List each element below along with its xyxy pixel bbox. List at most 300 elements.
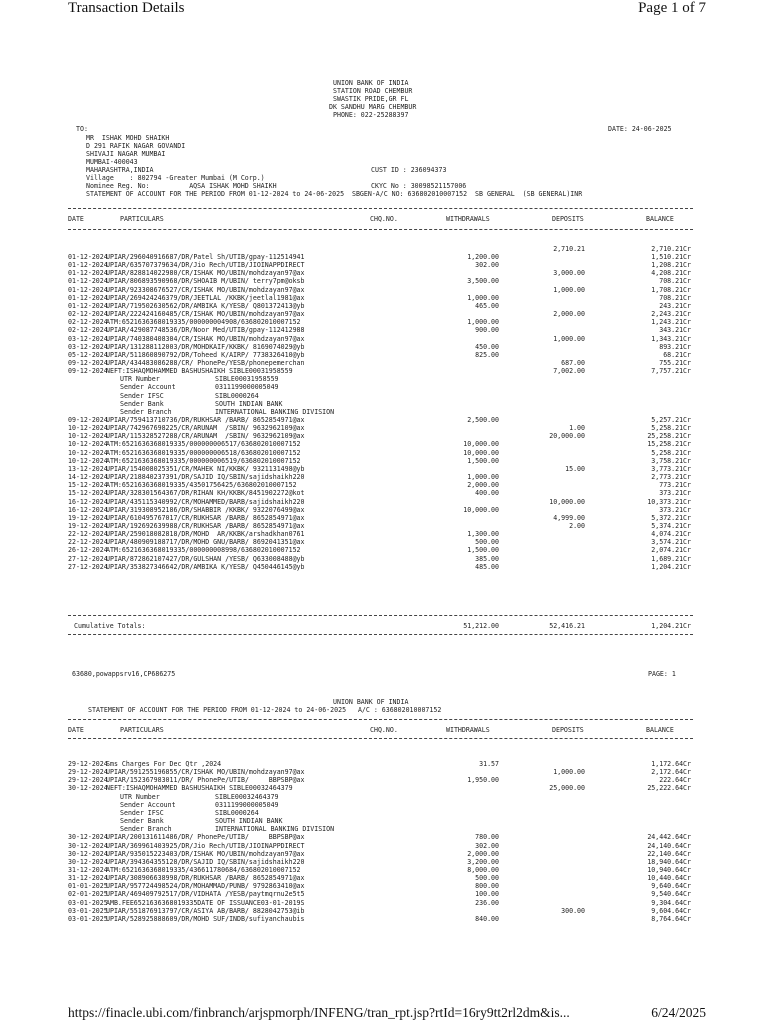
txn-particulars: UPIAR/394364355128/DR/SAJID IQ/SBIN/sajidshaikh220 [106,857,305,866]
txn-particulars: ATM:6521636368019335/000000004908/636802010007152 [106,318,301,327]
txn-date: 10-12-2024 [68,424,108,433]
txn-withdrawal: 10,000.00 [463,440,499,449]
neft-detail-line [120,375,279,383]
table-row [68,310,693,318]
txn-balance: 373.21Cr [659,505,691,514]
txn-deposit: 3,000.00 [553,269,585,278]
table-row [68,850,693,858]
neft-detail-value: SOUTH INDIAN BANK [215,817,283,826]
table-row [68,530,693,538]
txn-deposit: 4,999.00 [553,513,585,522]
totals-balance: 1,204.21Cr [651,622,691,630]
txn-withdrawal: 2,000.00 [467,849,499,858]
txn-balance: 10,440.64Cr [647,874,691,883]
table-row [68,261,693,269]
txn-withdrawal: 1,200.00 [467,253,499,261]
txn-particulars: UPIAR/872862107427/DR/GULSHAN /YESB/ Q633008488@yb [106,554,305,563]
txn-date: 02-12-2024 [68,310,108,319]
txn-balance: 3,773.21Cr [651,464,691,473]
col-deposits: DEPOSITS [552,215,584,223]
txn-particulars: ATM:6521636368019335/43501756425/636802010007152 [106,481,297,490]
table-row [68,760,693,768]
txn-particulars: UPIAR/222424160485/CR/ISHAK MO/UBIN/mohdzayan97@ax [106,310,305,319]
txn-date: 22-12-2024 [68,530,108,539]
txn-balance: 10,940.64Cr [647,865,691,874]
txn-withdrawal: 1,950.00 [467,776,499,785]
table-row [68,882,693,890]
txn-balance: 2,172.64Cr [651,768,691,777]
table-row [68,424,693,432]
txn-withdrawal: 2,000.00 [467,481,499,490]
txn-date: 14-12-2024 [68,473,108,482]
to-label: TO: [76,125,88,133]
txn-withdrawal: 825.00 [475,350,499,359]
txn-date: 16-12-2024 [68,505,108,514]
txn-balance: 68.21Cr [663,350,691,359]
neft-detail-label: Sender Bank [120,399,164,408]
txn-date: 30-12-2024 [68,841,108,850]
txn-balance: 222.64Cr [659,776,691,785]
txn-balance: 5,372.21Cr [651,513,691,522]
table-row [68,768,693,776]
neft-detail-value: SIBL0000264 [215,391,259,400]
table-row [68,833,693,841]
txn-deposit: 20,000.00 [549,432,585,441]
txn-balance: 3,758.21Cr [651,456,691,465]
txn-particulars: UPIAR/511860890792/DR/Toheed K/AIRP/ 7738326410@yb [106,350,305,359]
txn-particulars: UPIAR/610495767017/CR/RUKHSAR /BARB/ 8652854971@ax [106,513,305,522]
txn-balance: 24,442.64Cr [647,833,691,842]
table-row [68,343,693,351]
divider [68,719,693,720]
table-row [68,538,693,546]
txn-balance: 5,258.21Cr [651,448,691,457]
txn-deposit: 687.00 [561,358,585,367]
neft-detail-value: SIBLE00031958559 [215,375,279,384]
txn-particulars: UPIAR/480909188717/DR/MOHD GNU/BARB/ 8692041351@ax [106,538,305,547]
page-indicator: Page 1 of 7 [638,0,706,16]
neft-detail-label: UTR Number [120,792,160,801]
table-row [68,432,693,440]
txn-deposit: 7,002.00 [553,367,585,376]
txn-deposit: 25,000.00 [549,784,585,793]
txn-particulars: ATM:6521636368019335/000000008998/636802010007152 [106,546,301,555]
totals-deposits: 52,416.21 [549,622,585,630]
bank-address-1: SWASTIK PRIDE,GR FL [333,95,409,103]
neft-detail-line [120,817,283,825]
col-balance: BALANCE [646,215,674,223]
txn-withdrawal: 2,500.00 [467,416,499,424]
txn-balance: 4,074.21Cr [651,530,691,539]
txn-withdrawal: 1,500.00 [467,546,499,555]
txn-date: 19-12-2024 [68,521,108,530]
customer-address-2: SHIVAJI NAGAR MUMBAI [86,150,166,158]
txn-withdrawal: 1,000.00 [467,473,499,482]
txn-date: 30-12-2024 [68,857,108,866]
txn-particulars: UPIAR/828814022980/CR/ISHAK MO/UBIN/mohdzayan97@ax [106,269,305,278]
txn-particulars: UPIAR/328301564367/DR/RIHAN KH/KKBK/8451902272@kot [106,489,305,498]
txn-particulars: NEFT:ISHAQMOHAMMED BASHUSHAIKH SIBLE00032464379 [106,784,293,793]
txn-particulars: UPIAR/740380408304/CR/ISHAK MO/UBIN/mohdzayan97@ax [106,334,305,343]
txn-date: 03-12-2024 [68,342,108,351]
table-row [68,842,693,850]
totals-row [68,622,693,630]
txn-balance: 9,540.64Cr [651,890,691,899]
txn-balance: 1,208.21Cr [651,261,691,270]
neft-detail-line [120,801,279,809]
txn-date: 02-12-2024 [68,326,108,335]
bank-phone: PHONE: 022-25288397 [333,111,409,119]
neft-detail-label: Sender Account [120,800,176,809]
statement-line-2: STATEMENT OF ACCOUNT FOR THE PERIOD FROM 01-12-2024 to 24-06-2025 A/C : 636802010007152 [88,706,442,714]
txn-date: 09-12-2024 [68,416,108,424]
txn-deposit: 300.00 [561,906,585,915]
txn-withdrawal: 800.00 [475,882,499,891]
totals-withdrawals: 51,212.00 [463,622,499,630]
txn-deposit: 2,000.00 [553,310,585,319]
table-row [68,269,693,277]
txn-withdrawal: 500.00 [475,874,499,883]
table-row [68,514,693,522]
txn-particulars: AMB.FEE6521636368019335DATE OF ISSUANCE03-01-2019S [106,898,305,907]
txn-date: 31-12-2024 [68,874,108,883]
neft-detail-line [120,809,259,817]
customer-id: CUST ID : 236094373 [371,166,447,174]
txn-particulars: UPIAR/269424246379/DR/JEETLAL /KKBK/jeetlal1981@ax [106,293,305,302]
txn-balance: 1,343.21Cr [651,334,691,343]
neft-detail-line [120,383,279,391]
txn-particulars: UPIAR/923308676527/CR/ISHAK MO/UBIN/mohdzayan97@ax [106,285,305,294]
table-header-2 [68,726,693,734]
table-row [68,359,693,367]
table-row [68,326,693,334]
txn-particulars: UPIAR/115328527288/CR/ARUNAM /SBIN/ 9632962109@ax [106,432,305,441]
txn-particulars: ATM:6521636368019335/000000006518/636802010007152 [106,448,301,457]
customer-address-1: D 291 RAFIK NAGAR GOVANDI [86,142,186,150]
txn-withdrawal: 10,000.00 [463,448,499,457]
txn-particulars: UPIAR/551876913797/CR/ASIYA AB/BARB/ 8828042753@ib [106,906,305,915]
txn-date: 09-12-2024 [68,367,108,376]
txn-date: 22-12-2024 [68,538,108,547]
txn-balance: 343.21Cr [659,326,691,335]
txn-deposit: 15.00 [565,464,585,473]
txn-balance: 25,222.64Cr [647,784,691,793]
neft-detail-label: Sender Bank [120,817,164,826]
txn-date: 15-12-2024 [68,489,108,498]
txn-date: 31-12-2024 [68,865,108,874]
divider [68,738,693,739]
txn-deposit: 2.00 [569,521,585,530]
txn-deposit: 1,000.00 [553,285,585,294]
bank-name: UNION BANK OF INDIA [333,79,409,87]
txn-date: 10-12-2024 [68,448,108,457]
table-row [68,776,693,784]
txn-balance: 773.21Cr [659,481,691,490]
txn-particulars: ATM:6521636368019335/000000006517/636802010007152 [106,440,301,449]
txn-particulars: UPIAR/742967698225/CR/ARUNAM /SBIN/ 9632962109@ax [106,424,305,433]
txn-balance: 25,258.21Cr [647,432,691,441]
col-chq: CHQ.NO. [370,215,398,223]
txn-particulars: UPIAR/218840237391/DR/SAJID IQ/SBIN/sajidshaikh220 [106,473,305,482]
txn-balance: 1,172.64Cr [651,760,691,768]
table-row [68,253,693,261]
ckyc-number: CKYC No : 30098521157006 [371,182,467,190]
txn-particulars: UPIAR/434483086288/CR/ PhonePe/YESB/phonepemerchan [106,358,305,367]
txn-date: 29-12-2024 [68,760,108,768]
txn-balance: 9,304.64Cr [651,898,691,907]
txn-balance: 22,140.64Cr [647,849,691,858]
col-balance: BALANCE [646,726,674,734]
txn-particulars: UPIAR/719502630562/DR/AMBIKA K/YESB/ Q801372413@yb [106,301,305,310]
txn-date: 05-12-2024 [68,350,108,359]
divider [68,615,693,616]
table-row [68,907,693,915]
neft-detail-value: SIBLE00032464379 [215,792,279,801]
txn-date: 01-12-2024 [68,285,108,294]
col-particulars: PARTICULARS [120,726,164,734]
txn-date: 19-12-2024 [68,513,108,522]
neft-detail-label: Sender Branch [120,825,172,834]
txn-withdrawal: 100.00 [475,890,499,899]
neft-detail-line [120,400,283,408]
txn-deposit: 1,000.00 [553,768,585,777]
txn-date: 30-12-2024 [68,849,108,858]
txn-withdrawal: 385.00 [475,554,499,563]
txn-withdrawal: 1,300.00 [467,530,499,539]
opening-deposit: 2,710.21 [553,245,585,253]
txn-balance: 5,257.21Cr [651,416,691,424]
txn-balance: 1,204.21Cr [651,562,691,571]
txn-balance: 3,574.21Cr [651,538,691,547]
txn-date: 26-12-2024 [68,546,108,555]
table-row [68,890,693,898]
txn-balance: 1,689.21Cr [651,554,691,563]
table-row [68,449,693,457]
table-row [68,915,693,923]
txn-particulars: ATM:6521636368019335/000000006519/636802010007152 [106,456,301,465]
txn-balance: 2,243.21Cr [651,310,691,319]
txn-date: 15-12-2024 [68,481,108,490]
txn-balance: 708.21Cr [659,293,691,302]
table-row [68,473,693,481]
txn-date: 27-12-2024 [68,562,108,571]
txn-balance: 373.21Cr [659,489,691,498]
table-row [68,465,693,473]
statement-line: STATEMENT OF ACCOUNT FOR THE PERIOD FROM 01-12-2024 to 24-06-2025 SBGEN-A/C NO: 636802010007152 SB GENERAL (SB GENERAL)INR [86,190,583,198]
txn-withdrawal: 31.57 [479,760,499,768]
txn-balance: 9,640.64Cr [651,882,691,891]
txn-balance: 9,604.64Cr [651,906,691,915]
txn-withdrawal: 8,000.00 [467,865,499,874]
txn-date: 29-12-2024 [68,776,108,785]
table-row [68,440,693,448]
txn-balance: 893.21Cr [659,342,691,351]
txn-balance: 10,373.21Cr [647,497,691,506]
divider [68,208,693,209]
txn-withdrawal: 840.00 [475,914,499,923]
txn-date: 10-12-2024 [68,440,108,449]
table-row [68,498,693,506]
table-row [68,318,693,326]
txn-particulars: UPIAR/131288112003/DR/MOHDKAIF/KKBK/ 8169074029@yb [106,342,305,351]
txn-particulars: UPIAR/435115340992/CR/MOHAMMED/BARB/sajidshaikh220 [106,497,305,506]
txn-particulars: ATM:6521636368019335/436611780684/636802010007152 [106,865,301,874]
txn-particulars: NEFT:ISHAQMOHAMMED BASHUSHAIKH SIBLE00031958559 [106,367,293,376]
table-row [68,351,693,359]
txn-withdrawal: 400.00 [475,489,499,498]
table-row [68,457,693,465]
txn-withdrawal: 485.00 [475,562,499,571]
txn-withdrawal: 3,200.00 [467,857,499,866]
txn-balance: 708.21Cr [659,277,691,286]
txn-withdrawal: 10,000.00 [463,505,499,514]
txn-date: 09-12-2024 [68,358,108,367]
customer-village: Village : 802794 -Greater Mumbai (M Corp.) [86,174,265,182]
txn-withdrawal: 500.00 [475,538,499,547]
customer-address-4: MAHARASHTRA,INDIA [86,166,154,174]
txn-particulars: UPIAR/957724498524/DR/MOHAMMAD/PUNB/ 9792863410@ax [106,882,305,891]
txn-balance: 1,510.21Cr [651,253,691,261]
txn-particulars: UPIAR/759413710736/DR/RUKHSAR /BARB/ 8652854971@ax [106,416,305,424]
neft-detail-line [120,392,259,400]
opening-balance: 2,710.21Cr [651,245,691,253]
txn-date: 01-12-2024 [68,301,108,310]
txn-balance: 5,258.21Cr [651,424,691,433]
col-withdrawals: WITHDRAWALS [446,726,490,734]
report-footer-id: 63680,powappsrv16,CP686275 [72,670,176,678]
col-date: DATE [68,726,84,734]
document-title: Transaction Details [68,0,185,16]
txn-withdrawal: 1,000.00 [467,318,499,327]
txn-balance: 15,258.21Cr [647,440,691,449]
txn-date: 03-12-2024 [68,334,108,343]
txn-particulars: UPIAR/200131611486/DR/ PhonePe/UTIB/ BBPSBP@ax [106,833,305,842]
neft-detail-label: Sender Account [120,383,176,392]
txn-withdrawal: 236.00 [475,898,499,907]
txn-withdrawal: 1,000.00 [467,293,499,302]
table-row [68,563,693,571]
table-row [68,294,693,302]
neft-detail-label: Sender IFSC [120,391,164,400]
neft-detail-label: Sender Branch [120,407,172,416]
txn-particulars: UPIAR/369961403925/DR/Jio Rech/UTIB/JIOINAPPDIRECT [106,841,305,850]
txn-particulars: UPIAR/935015223403/DR/ISHAK MO/UBIN/mohdzayan97@ax [106,849,305,858]
neft-detail-value: SOUTH INDIAN BANK [215,399,283,408]
txn-particulars: UPIAR/319308952186/DR/SHABBIR /KKBK/ 9322076499@ax [106,505,305,514]
txn-withdrawal: 302.00 [475,261,499,270]
txn-particulars: UPIAR/429087748536/DR/Noor Med/UTIB/gpay-112412988 [106,326,305,335]
txn-date: 03-01-2025 [68,906,108,915]
bank-branch: STATION ROAD CHEMBUR [333,87,413,95]
txn-date: 01-12-2024 [68,261,108,270]
txn-date: 02-12-2024 [68,318,108,327]
table-row [68,555,693,563]
txn-particulars: UPIAR/806893590968/DR/SHOAIB M/UBIN/ terry7pm@oksb [106,277,305,286]
neft-detail-label: Sender IFSC [120,808,164,817]
txn-date: 01-12-2024 [68,293,108,302]
txn-date: 13-12-2024 [68,464,108,473]
txn-deposit: 1,000.00 [553,334,585,343]
txn-balance: 5,374.21Cr [651,521,691,530]
txn-deposit: 10,000.00 [549,497,585,506]
nominee: Nominee Reg. No: AQSA ISHAK MOHD SHAIKH [86,182,277,190]
txn-particulars: UPIAR/296040916687/DR/Patel Sh/UTIB/gpay-112514941 [106,253,305,261]
txn-date: 02-01-2025 [68,890,108,899]
print-date: 6/24/2025 [651,1005,706,1020]
neft-detail-value: SIBL0000264 [215,808,259,817]
bank-address-2: DK SANDHU MARG CHEMBUR [329,103,417,111]
txn-particulars: UPIAR/192692639988/CR/RUKHSAR /BARB/ 8652854971@ax [106,521,305,530]
col-withdrawals: WITHDRAWALS [446,215,490,223]
neft-detail-label: UTR Number [120,375,160,384]
txn-particulars: UPIAR/152367983011/DR/ PhonePe/UTIB/ BBPSBP@ax [106,776,305,785]
txn-withdrawal: 302.00 [475,841,499,850]
col-chq: CHQ.NO. [370,726,398,734]
table-row [68,367,693,375]
table-row [68,506,693,514]
txn-date: 01-12-2024 [68,253,108,261]
txn-balance: 24,140.64Cr [647,841,691,850]
table-row [68,858,693,866]
neft-detail-line [120,825,334,833]
col-particulars: PARTICULARS [120,215,164,223]
statement-date: DATE: 24-06-2025 [608,125,672,133]
table-row [68,899,693,907]
txn-balance: 18,940.64Cr [647,857,691,866]
txn-particulars: UPIAR/528925888609/DR/MOHD SUF/INDB/sufiyanchaubis [106,914,305,923]
txn-balance: 1,243.21Cr [651,318,691,327]
txn-balance: 2,773.21Cr [651,473,691,482]
neft-detail-line [120,793,279,801]
txn-particulars: UPIAR/353827346642/DR/AMBIKA K/YESB/ Q450446145@yb [106,562,305,571]
txn-particulars: UPIAR/308906638998/DR/RUKHSAR /BARB/ 8652854971@ax [106,874,305,883]
table-row [68,277,693,285]
txn-particulars: UPIAR/469409792517/DR/VIDHATA /YESB/paytmqrnu2e5t5 [106,890,305,899]
neft-detail-value: INTERNATIONAL BANKING DIVISION [215,407,335,416]
table-row [68,416,693,424]
report-page-number: PAGE: 1 [648,670,676,678]
txn-balance: 2,074.21Cr [651,546,691,555]
table-header [68,215,693,223]
table-row [68,481,693,489]
table-row [68,522,693,530]
table-row [68,489,693,497]
customer-address-3: MUMBAI-400043 [86,158,138,166]
txn-date: 27-12-2024 [68,554,108,563]
txn-particulars: UPIAR/259018082818/DR/MOHD AR/KKBK/arshadkhan0761 [106,530,305,539]
neft-detail-value: 0311199000005049 [215,800,279,809]
txn-withdrawal: 1,500.00 [467,456,499,465]
txn-date: 30-12-2024 [68,833,108,842]
txn-date: 01-01-2025 [68,882,108,891]
txn-date: 16-12-2024 [68,497,108,506]
txn-date: 30-12-2024 [68,784,108,793]
txn-deposit: 1.00 [569,424,585,433]
txn-balance: 1,708.21Cr [651,285,691,294]
table-row [68,866,693,874]
table-row [68,302,693,310]
txn-particulars: UPIAR/591255196855/CR/ISHAK MO/UBIN/mohdzayan97@ax [106,768,305,777]
txn-balance: 755.21Cr [659,358,691,367]
table-row [68,546,693,554]
txn-balance: 4,208.21Cr [651,269,691,278]
opening-row [68,245,693,253]
txn-withdrawal: 3,500.00 [467,277,499,286]
table-row [68,784,693,792]
txn-date: 10-12-2024 [68,456,108,465]
txn-date: 01-12-2024 [68,269,108,278]
customer-name: MR ISHAK MOHD SHAIKH [86,134,170,142]
